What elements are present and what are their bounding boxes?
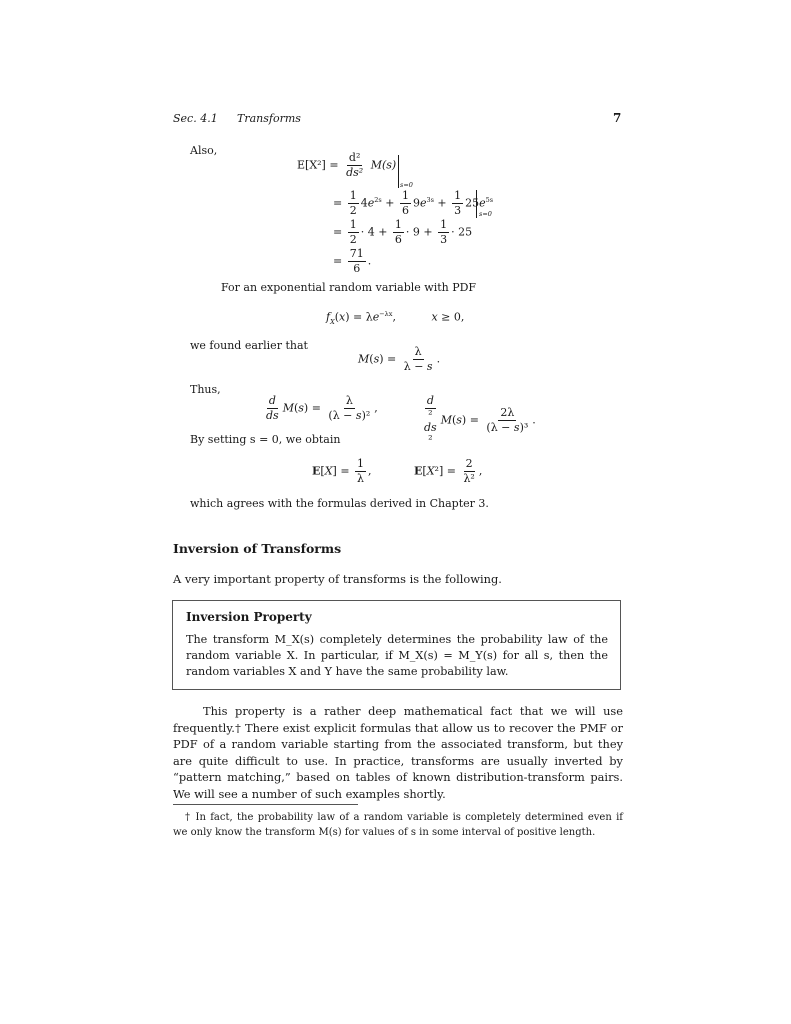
box-body: The transform M_X(s) completely determines the probability law of the random variable X. In particular, if M_X(s) = M_Y(s) for all s, then the random variables X and Y have the same probability law. — [186, 633, 608, 678]
section-heading: Inversion of Transforms — [173, 541, 342, 556]
text-setting-s0: By setting s = 0, we obtain — [190, 433, 341, 446]
page-number: 7 — [613, 111, 622, 125]
eq-EX: E[X] = $\frac{1}{\lambda}$ , — [312, 457, 372, 486]
text-found-earlier: we found earlier that — [190, 339, 308, 352]
text-agrees: which agrees with the formulas derived in Chapter 3. — [190, 497, 489, 510]
eval-s0-2: s=0 — [479, 210, 492, 218]
eq-ex2-line3: = $\frac{1}{2}$ · 4 + $\frac{1}{6}$ · 9 + $\frac{1}{3}$ · 25 — [333, 218, 473, 247]
eq-second-derivative: d ² ds ²M(s) = $\frac{2\lambda}{\text{(λ − s)³}}$ . — [424, 394, 536, 447]
eq-first-derivative: $\frac{d}{ds}$ M(s) = $\frac{\lambda}{\text{(λ − s)²}}$ , — [266, 394, 378, 423]
eval-bar-1 — [398, 155, 399, 188]
text-exp-intro: For an exponential random variable with PDF — [221, 281, 477, 294]
running-header-title: Transforms — [237, 112, 301, 125]
eval-bar-2 — [476, 190, 477, 218]
eq-ex2-line1 — [297, 152, 396, 179]
eq-ex2-result: = $\frac{71}{6}$ . — [333, 247, 372, 276]
intro-sentence: A very important property of transforms is the following. — [173, 572, 502, 586]
eval-s0-1: s=0 — [400, 181, 413, 189]
Ms-term: M(s) — [370, 158, 397, 172]
body-paragraph: This property is a rather deep mathematical fact that we will use frequently.† There exist explicit formulas that allow us to recover the PMF or PDF of a random variable starting from the associated transform, but they are quite difficult to use. In practice, transforms are usually inverted by “pattern matching,” based on tables of known distribution-transform pairs. We will see a number of such examples shortly. — [173, 704, 623, 801]
text-also: Also, — [190, 144, 218, 157]
running-header-section: Sec. 4.1 — [173, 112, 218, 125]
eq-ex2-line2: = $\frac{1}{2}$ $4e^{2s}$ + $\frac{1}{6}$ $9e^{3s}$ + $\frac{1}{3}$ $25e^{5s}$ — [333, 189, 494, 218]
box-title: Inversion Property — [186, 610, 312, 624]
footnote: † In fact, the probability law of a random variable is completely determined even if we only know the transform M(s) for values of s in some interval of positive length. — [173, 812, 623, 838]
text-thus: Thus, — [190, 383, 221, 396]
eq1-lhs: E[X²] = — [297, 158, 339, 172]
eq-EX2: E[X²] = $\frac{2}{\text{λ²}}$ , — [414, 457, 483, 486]
d2-ds2-fraction: $\frac{\text{d²}}{\text{ds²}}$ — [346, 151, 364, 180]
eq-M-def: M(s) = $\frac{\lambda}{\lambda - s}$ . — [358, 345, 441, 374]
footnote-rule — [173, 804, 358, 805]
eq-pdf: $f_X(x) = \lambda e^{-\lambda x}$, x ≥ 0, — [326, 310, 465, 326]
